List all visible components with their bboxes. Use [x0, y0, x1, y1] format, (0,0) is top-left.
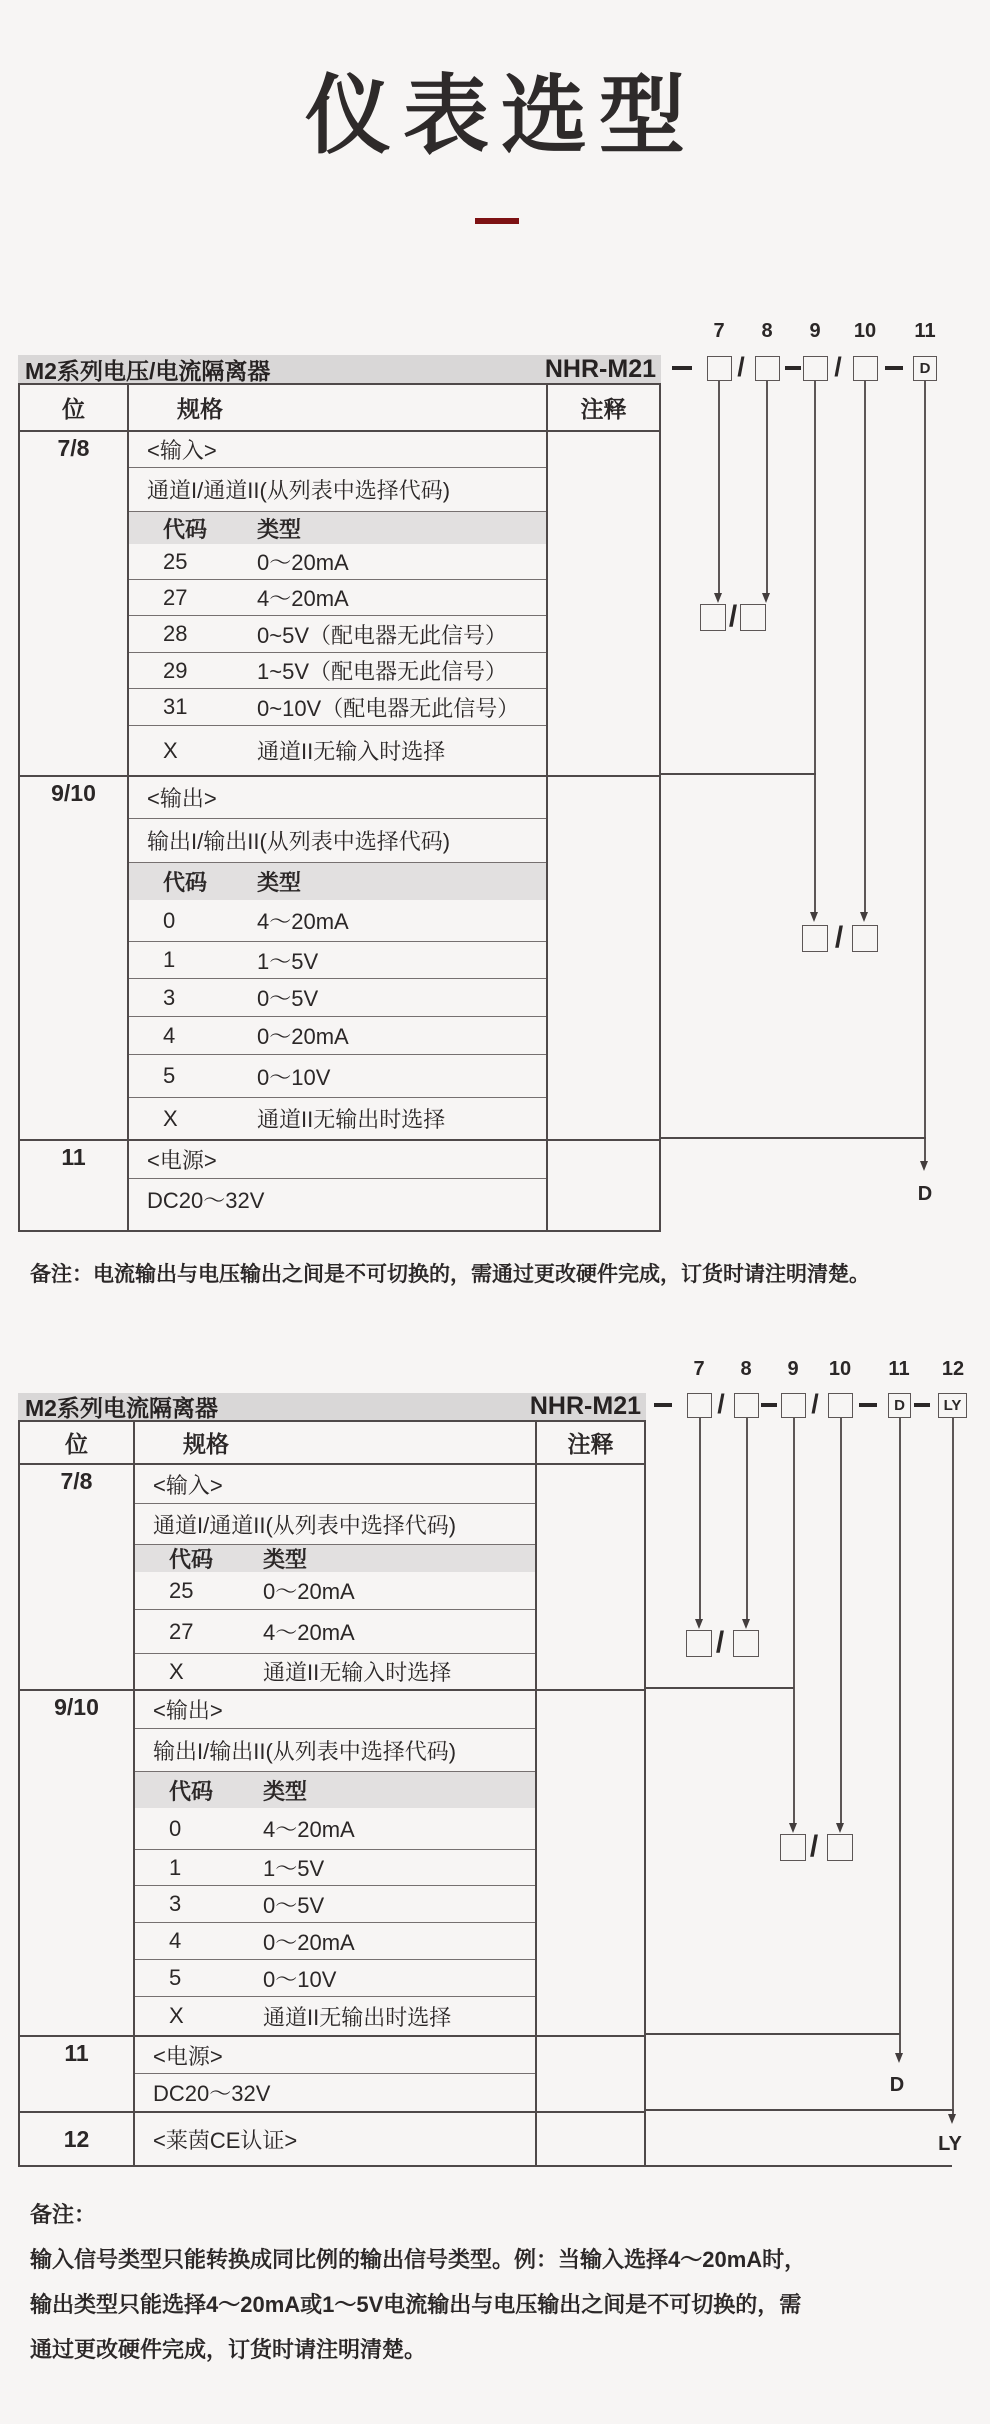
table1-model-prefix: NHR-M21: [544, 354, 656, 383]
section-boundary-extension: [659, 773, 816, 775]
section-boundary-extension: [644, 2109, 954, 2111]
table2-title-bar: [18, 1393, 646, 1420]
type-label: 类型: [263, 1778, 308, 1804]
code-position-number: 8: [740, 1358, 752, 1380]
note-line: 输入信号类型只能转换成同比例的输出信号类型。例：当输入选择4〜20mA时，: [30, 2247, 807, 2272]
table-row: [129, 1098, 546, 1139]
code-position-number: 11: [914, 320, 936, 342]
table-row: [129, 1055, 546, 1098]
leader-line: [814, 381, 816, 912]
table2-col-spec: 规格: [183, 1431, 229, 1457]
table-row: [135, 1572, 535, 1610]
suffix-d-label: D: [917, 1183, 933, 1205]
arrow-down-icon: [742, 1619, 750, 1629]
table-row: [135, 1850, 535, 1886]
code-separator-dash: [672, 366, 692, 370]
page-title: 仪表选型: [305, 68, 697, 164]
section-note: [546, 432, 659, 775]
table2-header-row: [20, 1422, 644, 1465]
spec-header: <输入>: [135, 1465, 535, 1504]
choice-slash: /: [809, 1830, 819, 1863]
table-row: [129, 1017, 546, 1055]
row-code: X: [169, 1658, 184, 1684]
code-type-band: [129, 863, 546, 900]
suffix-ly-label: LY: [938, 2133, 962, 2155]
spec-subheader: 通道I/通道II(从列表中选择代码): [135, 1504, 535, 1545]
leader-line: [864, 381, 866, 912]
code-box-7: [687, 1393, 712, 1418]
section-boundary-extension: [659, 1137, 926, 1139]
code-box-9: [781, 1393, 806, 1418]
code-box-12-ly: LY: [938, 1393, 967, 1418]
table2-section-power: [20, 2037, 644, 2113]
section-pos: 9/10: [20, 1691, 135, 2035]
arrow-down-icon: [695, 1619, 703, 1629]
table2-col-note: 注释: [535, 1422, 644, 1463]
spec-header: <莱茵CE认证>: [153, 2127, 298, 2153]
code-box-8: [734, 1393, 759, 1418]
code-type-band: [129, 512, 546, 544]
code-box-11-d: D: [913, 356, 937, 381]
table-row: [135, 1610, 535, 1654]
code-box-10: [853, 356, 878, 381]
row-code: 5: [169, 1965, 182, 1990]
table1-title-bar: [18, 355, 661, 383]
row-type: 0〜5V: [263, 1892, 325, 1918]
type-label: 类型: [257, 516, 302, 542]
spec-header: <输出>: [129, 777, 546, 819]
code-box-7: [707, 356, 732, 381]
row-type: 0~5V（配电器无此信号）: [257, 622, 507, 648]
table-row: [129, 616, 546, 653]
code-separator-slash: /: [717, 1389, 725, 1419]
row-type: 通道II无输入时选择: [257, 739, 446, 764]
table-row: [129, 979, 546, 1017]
row-code: 25: [163, 548, 188, 574]
table-row: [135, 1997, 535, 2035]
spec-value: DC20〜32V: [153, 2081, 271, 2106]
table-bottom-extension: [644, 2165, 952, 2167]
arrow-down-icon: [762, 593, 770, 603]
code-position-number: 12: [941, 1358, 965, 1380]
leader-line: [699, 1418, 701, 1619]
table1-section-power: [20, 1141, 659, 1230]
row-code: 4: [163, 1022, 176, 1048]
code-position-number: 10: [828, 1358, 852, 1380]
spec-header: <输出>: [135, 1691, 535, 1729]
row-type: 0〜10V: [257, 1064, 331, 1090]
output-choice-box: [827, 1834, 853, 1861]
row-type: 0〜20mA: [257, 550, 349, 575]
title-accent-divider: [475, 218, 519, 224]
row-type: 4〜20mA: [263, 1817, 355, 1842]
section-pos: 11: [20, 2037, 135, 2111]
row-type: 4〜20mA: [257, 909, 349, 934]
row-type: 0〜10V: [263, 1966, 337, 1992]
row-code: 25: [169, 1577, 194, 1603]
leader-line: [718, 381, 720, 593]
leader-line: [899, 1418, 901, 2053]
code-label: 代码: [163, 516, 208, 542]
row-type: 0〜20mA: [263, 1579, 355, 1604]
table-row: [135, 1886, 535, 1923]
row-type: 0〜5V: [257, 986, 319, 1011]
section-spec: [129, 1141, 546, 1230]
row-type: 1〜5V: [263, 1856, 325, 1881]
leader-line: [840, 1418, 842, 1823]
code-position-number: 9: [787, 1358, 799, 1380]
table1-col-spec: 规格: [177, 396, 223, 422]
row-code: X: [163, 1105, 178, 1131]
row-type: 1~5V（配电器无此信号）: [257, 659, 507, 684]
row-type: 0〜20mA: [263, 1929, 355, 1955]
section-note: [535, 1691, 644, 2035]
code-separator-slash: /: [737, 352, 745, 382]
code-position-number: 10: [853, 320, 877, 342]
output-choice-box: [852, 925, 878, 952]
section-spec: [135, 2113, 535, 2165]
table1-title: M2系列电压/电流隔离器: [25, 357, 271, 384]
section-boundary-extension: [644, 2033, 900, 2035]
spec-subheader: 输出I/输出II(从列表中选择代码): [135, 1729, 535, 1772]
table1-col-pos: 位: [20, 385, 129, 430]
choice-slash: /: [728, 600, 738, 633]
table2-section-output: [20, 1691, 644, 2037]
section-spec: [135, 1465, 535, 1689]
section-note: [535, 2113, 644, 2165]
table2-col-pos: 位: [20, 1422, 135, 1463]
table2-title: M2系列电流隔离器: [25, 1395, 218, 1421]
table-row: [129, 653, 546, 689]
row-code: X: [169, 2003, 184, 2028]
input-choice-box: [733, 1630, 759, 1657]
code-position-number: 9: [809, 320, 821, 342]
code-type-band: [135, 1772, 535, 1808]
section-pos: 12: [20, 2113, 135, 2165]
leader-line: [766, 381, 768, 593]
spec-subheader: 输出I/输出II(从列表中选择代码): [129, 819, 546, 863]
section-note: [535, 1465, 644, 1689]
arrow-down-icon: [714, 593, 722, 603]
row-type: 通道II无输出时选择: [263, 2004, 452, 2030]
row-code: 3: [163, 984, 176, 1010]
table2-note: [30, 2192, 806, 2372]
row-type: 通道II无输入时选择: [263, 1660, 452, 1685]
table-row: [135, 1923, 535, 1960]
section-boundary-extension: [644, 1687, 794, 1689]
section-note: [546, 1141, 659, 1230]
code-label: 代码: [169, 1778, 214, 1804]
row-code: 1: [169, 1854, 182, 1880]
arrow-down-icon: [789, 1823, 797, 1833]
row-code: 0: [169, 1815, 182, 1841]
code-separator-slash: /: [834, 352, 842, 382]
row-code: 1: [163, 947, 176, 972]
arrow-down-icon: [895, 2053, 903, 2063]
arrow-down-icon: [920, 1161, 928, 1171]
leader-line: [952, 1418, 954, 2114]
row-code: 27: [169, 1618, 194, 1644]
arrow-down-icon: [860, 912, 868, 922]
section-note: [535, 2037, 644, 2111]
table2-section-input: [20, 1465, 644, 1691]
table-row: [135, 1654, 535, 1689]
row-code: 27: [163, 584, 188, 610]
input-choice-box: [740, 604, 766, 631]
table1-section-input: [20, 432, 659, 777]
row-type: 4〜20mA: [257, 586, 349, 611]
table1-section-output: [20, 777, 659, 1141]
spec-header: <电源>: [129, 1141, 546, 1179]
row-type: 0〜20mA: [257, 1024, 349, 1049]
arrow-down-icon: [810, 912, 818, 922]
code-separator-dash: [785, 366, 801, 370]
note-line: 备注：: [30, 2202, 97, 2227]
spec-value: DC20〜32V: [147, 1188, 265, 1213]
table1-col-note: 注释: [546, 385, 659, 430]
table-row: [135, 1960, 535, 1997]
section-pos: 7/8: [20, 1465, 135, 1689]
type-label: 类型: [263, 1547, 308, 1572]
code-separator-dash: [914, 1403, 930, 1407]
table2: [18, 1420, 646, 2167]
output-choice-box: [802, 925, 828, 952]
section-pos: 7/8: [20, 432, 129, 775]
leader-line: [746, 1418, 748, 1619]
leader-line: [924, 381, 926, 1161]
code-box-11-d: D: [888, 1393, 911, 1418]
section-pos: 9/10: [20, 777, 129, 1139]
code-box-10: [828, 1393, 853, 1418]
table1-header-row: [20, 385, 659, 432]
code-separator-dash: [885, 366, 903, 370]
row-code: 28: [163, 621, 188, 646]
section-pos: 11: [20, 1141, 129, 1230]
code-separator-dash: [654, 1403, 672, 1407]
section-spec: [129, 432, 546, 775]
row-type: 0~10V（配电器无此信号）: [257, 695, 520, 721]
section-spec: [135, 1691, 535, 2035]
spec-subheader: 通道I/通道II(从列表中选择代码): [129, 468, 546, 512]
section-spec: [129, 777, 546, 1139]
spec-header: <输入>: [129, 432, 546, 468]
row-type: 4〜20mA: [263, 1620, 355, 1645]
row-code: 5: [163, 1063, 176, 1088]
section-spec: [135, 2037, 535, 2111]
note-line: 输出类型只能选择4〜20mA或1〜5V电流输出与电压输出之间是不可切换的，需: [30, 2292, 802, 2317]
code-box-8: [755, 356, 780, 381]
table-row: [129, 942, 546, 979]
arrow-down-icon: [836, 1823, 844, 1833]
row-type: 1〜5V: [257, 948, 319, 974]
code-box-9: [803, 356, 828, 381]
table-row: [129, 900, 546, 942]
code-position-number: 7: [693, 1358, 705, 1380]
table1: [18, 383, 661, 1232]
note-line: 通过更改硬件完成，订货时请注明清楚。: [30, 2337, 427, 2362]
code-type-band: [135, 1545, 535, 1572]
code-label: 代码: [169, 1547, 214, 1572]
code-position-number: 8: [761, 320, 773, 342]
suffix-d-label: D: [889, 2074, 905, 2096]
code-position-number: 7: [713, 320, 725, 342]
type-label: 类型: [257, 870, 302, 895]
table-row: [129, 689, 546, 726]
row-code: 3: [169, 1891, 182, 1916]
table-row: [129, 726, 546, 775]
table-row: [135, 1808, 535, 1850]
code-separator-dash: [761, 1403, 777, 1407]
spec-header: <电源>: [135, 2037, 535, 2074]
row-code: 0: [163, 907, 176, 933]
leader-line: [793, 1418, 795, 1823]
table2-model-prefix: NHR-M21: [529, 1392, 641, 1420]
row-code: 29: [163, 657, 188, 683]
row-code: 31: [163, 694, 188, 719]
row-type: 通道II无输出时选择: [257, 1107, 446, 1132]
choice-slash: /: [834, 921, 844, 954]
code-separator-dash: [859, 1403, 877, 1407]
arrow-down-icon: [948, 2114, 956, 2124]
row-code: X: [163, 737, 178, 763]
table2-section-ce: [20, 2113, 644, 2165]
row-code: 4: [169, 1928, 182, 1953]
code-separator-slash: /: [811, 1389, 819, 1419]
code-position-number: 11: [888, 1358, 910, 1380]
section-note: [546, 777, 659, 1139]
table-row: [129, 544, 546, 580]
table-row: [129, 580, 546, 616]
table1-note: 备注：电流输出与电压输出之间是不可切换的，需通过更改硬件完成，订货时请注明清楚。: [30, 1263, 870, 1286]
code-label: 代码: [163, 870, 208, 895]
choice-slash: /: [715, 1626, 725, 1659]
